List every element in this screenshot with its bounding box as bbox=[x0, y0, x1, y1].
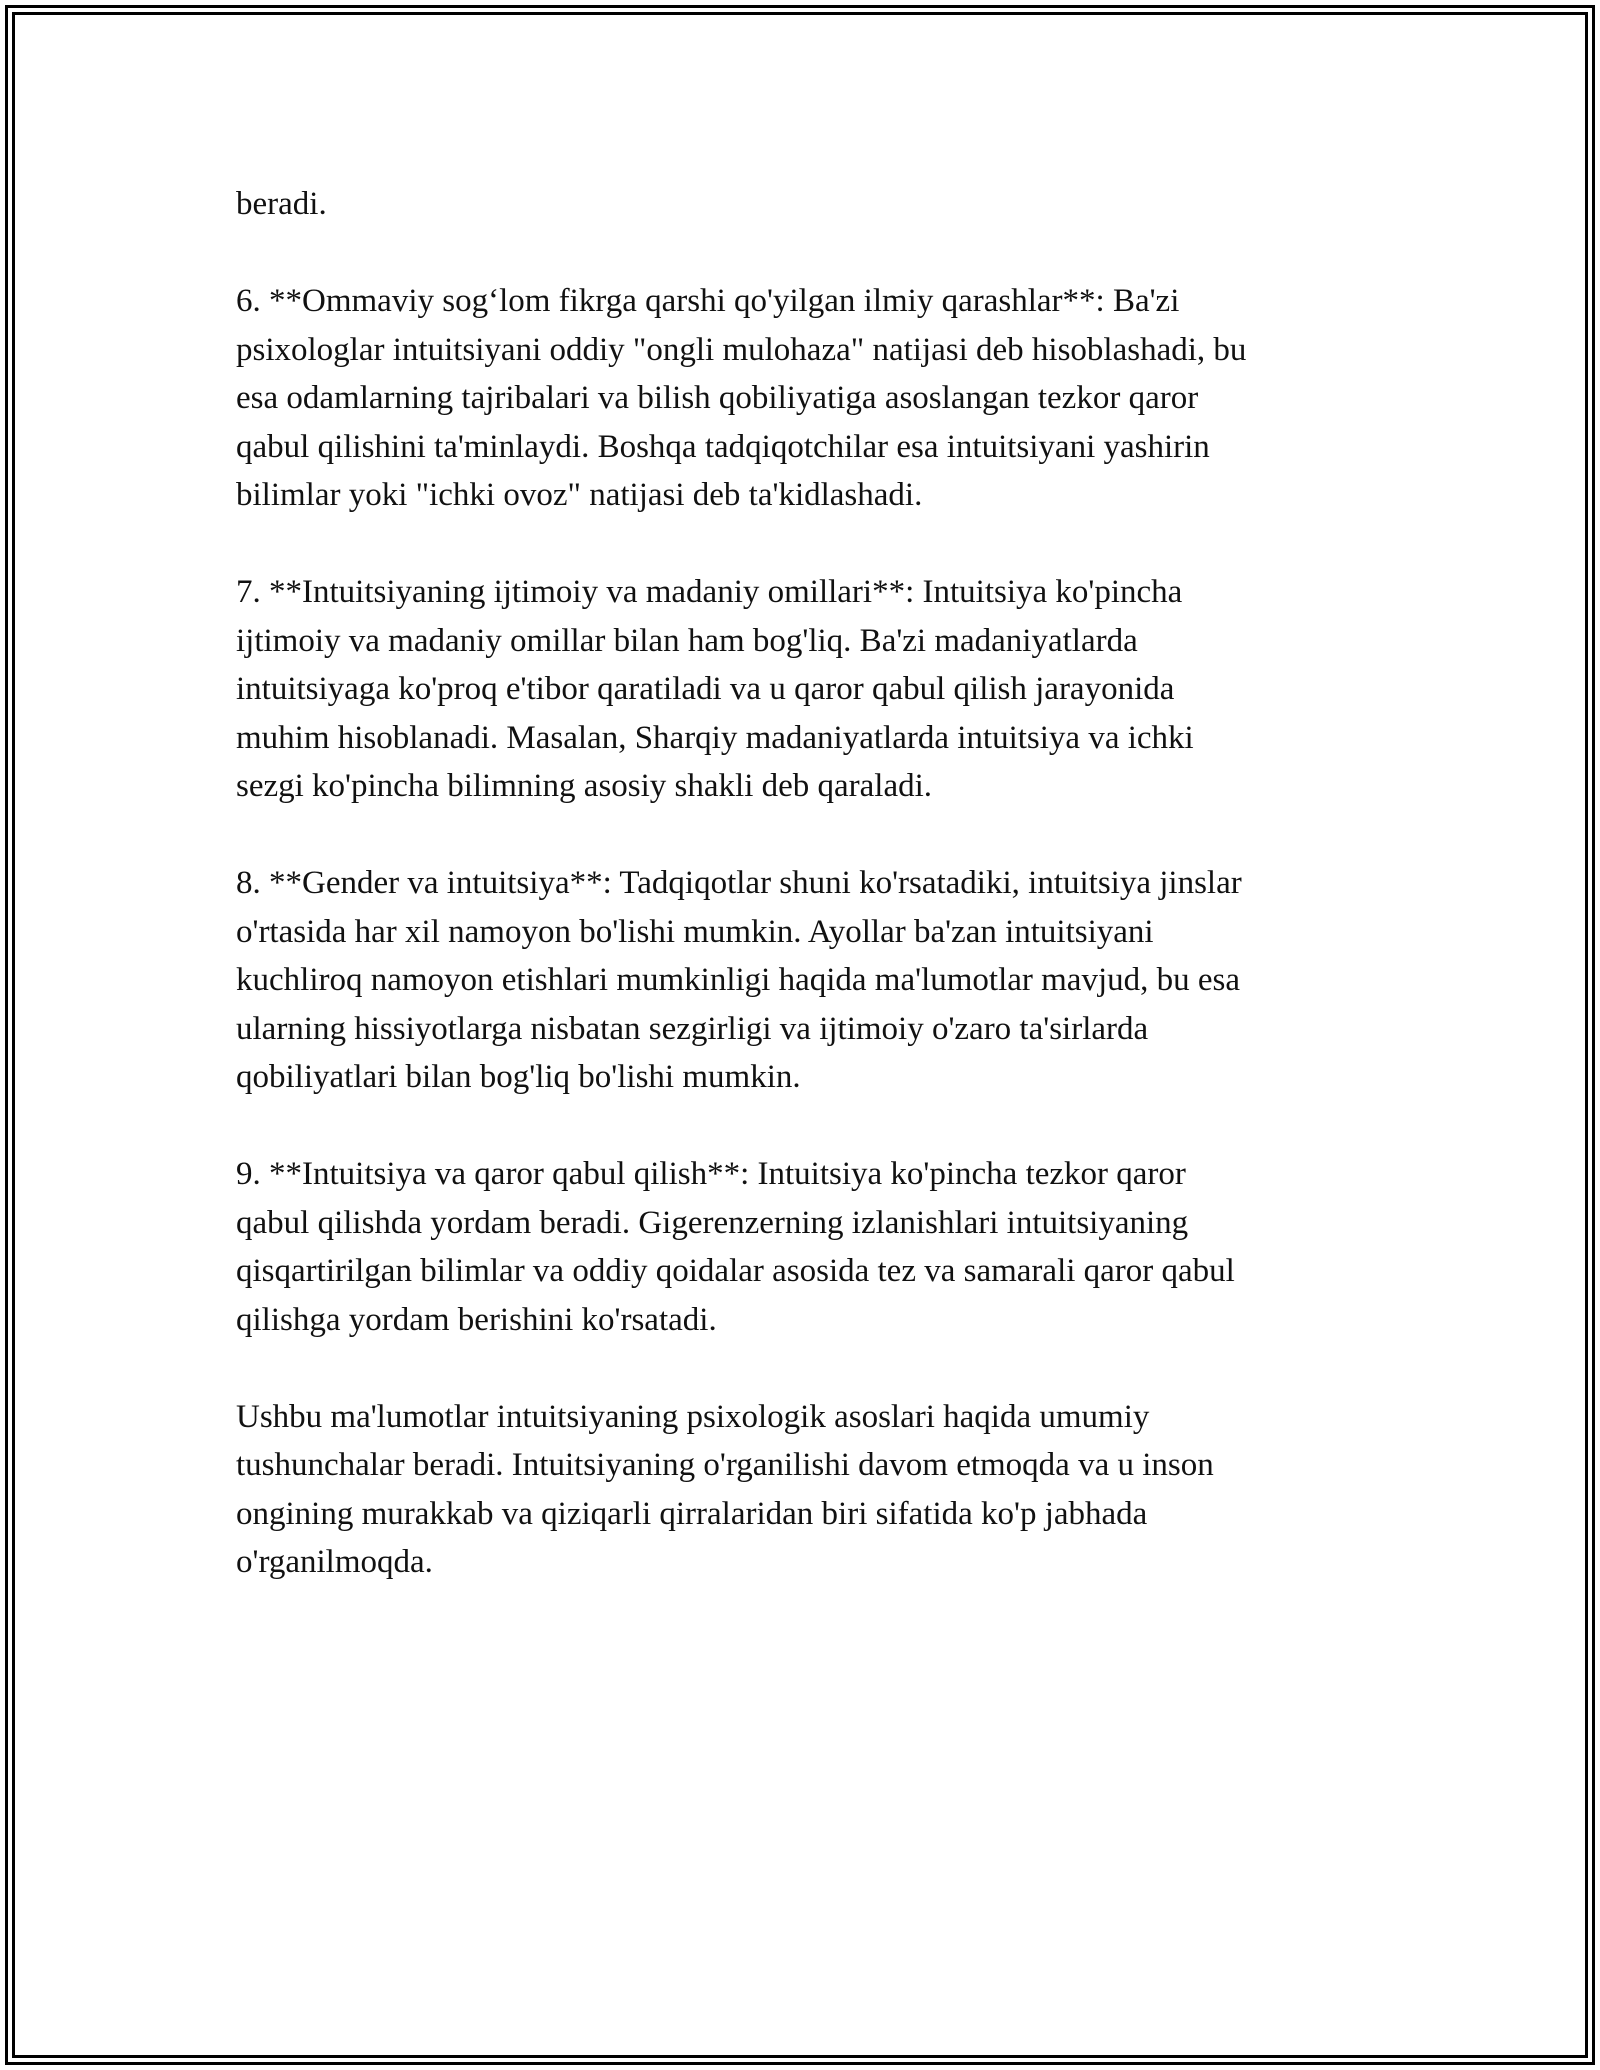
document-body bbox=[236, 180, 1376, 1635]
paragraph-item-8: 8. **Gender va intuitsiya**: Tadqiqotlar shuni ko'rsatadiki, intuitsiya jinslar o'rtasida har xil namoyon bo'lishi mumkin. Ayollar ba'zan intuitsiyani kuchliroq namoyon etishlari mumkinligi haqida ma'lumotlar mavjud, bu esa ularning hissiyotlarga nisbatan sezgirligi va ijtimoiy o'zaro ta'sirlarda qobiliyatlari bilan bog'liq bo'lishi mumkin. bbox=[236, 865, 1242, 1095]
paragraph-continuation: beradi. bbox=[236, 186, 327, 222]
paragraph-item-9: 9. **Intuitsiya va qaror qabul qilish**: Intuitsiya ko'pincha tezkor qaror qabul qilishda yordam beradi. Gigerenzerning izlanishlari intuitsiyaning qisqartirilgan bilimlar va oddiy qoidalar asosida tez va samarali qaror qabul qilishga yordam berishini ko'rsatadi. bbox=[236, 1156, 1235, 1338]
paragraph-conclusion: Ushbu ma'lumotlar intuitsiyaning psixologik asoslari haqida umumiy tushunchalar beradi. Intuitsiyaning o'rganilishi davom etmoqda va u inson ongining murakkab va qiziqarli qirralaridan biri sifatida ko'p jabhada o'rganilmoqda. bbox=[236, 1398, 1214, 1580]
paragraph-item-7: 7. **Intuitsiyaning ijtimoiy va madaniy omillari**: Intuitsiya ko'pincha ijtimoiy va madaniy omillar bilan ham bog'liq. Ba'zi madaniyatlarda intuitsiyaga ko'proq e'tibor qaratiladi va u qaror qabul qilish jarayonida muhim hisoblanadi. Masalan, Sharqiy madaniyatlarda intuitsiya va ichki sezgi ko'pincha bilimning asosiy shakli deb qaraladi. bbox=[236, 574, 1194, 804]
paragraph-item-6: 6. **Ommaviy sog‘lom fikrga qarshi qo'yilgan ilmiy qarashlar**: Ba'zi psixologlar intuitsiyani oddiy "ongli mulohaza" natijasi deb hisoblashadi, bu esa odamlarning tajribalari va bilish qobiliyatiga asoslangan tezkor qaror qabul qilishini ta'minlaydi. Boshqa tadqiqotchilar esa intuitsiyani yashirin bilimlar yoki "ichki ovoz" natijasi deb ta'kidlashadi. bbox=[236, 283, 1247, 513]
